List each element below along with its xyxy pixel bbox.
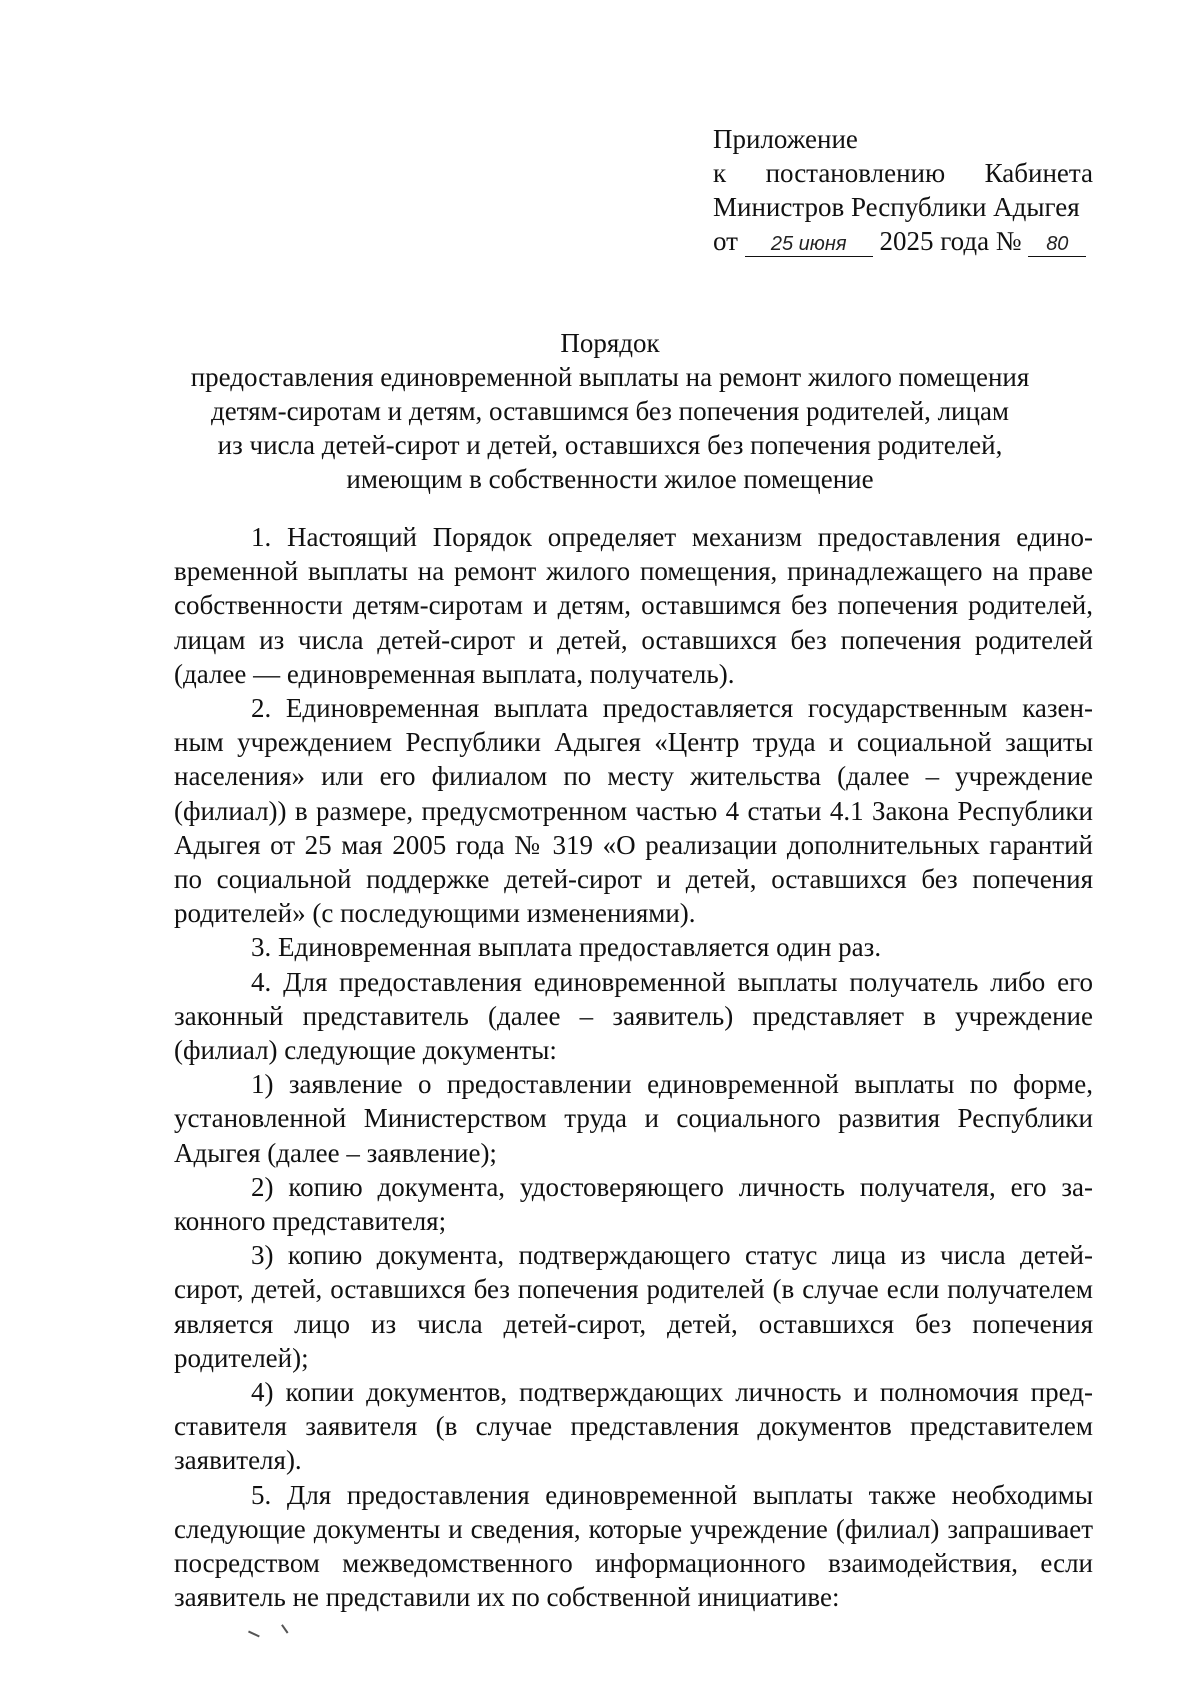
appendix-resolution-line <box>713 156 1093 190</box>
paragraph: 2) копию документа, удостоверяющего личность получателя, его законного представителя; <box>174 1171 1093 1237</box>
appendix-date-line <box>713 224 1093 258</box>
paragraph: 5. Для предоставления единовременной выплаты также необходимы следующие документы и сведения, которые учреждение (филиал) запрашивает посредством межведомственного информационного взаимодействия, если заявитель не представили их по собственной инициативе: <box>174 1479 1093 1613</box>
document-title <box>160 326 1060 496</box>
title-line: предоставления единовременной выплаты на ремонт жилого помещения <box>190 362 1030 392</box>
title-line: детям-сиротам и детям, оставшимся без попечения родителей, лицам <box>210 396 1010 426</box>
paragraph: 4) копии документов, подтверждающих личность и полномочия представителя заявителя (в случае представления документов представителем заявителя). <box>174 1377 1093 1476</box>
appendix-to-word: к <box>713 158 727 188</box>
appendix-header <box>713 122 1093 258</box>
scan-mark <box>248 1631 260 1637</box>
paragraph: 1. Настоящий Порядок определяет механизм предоставления единовременной выплаты на ремонт жилого помещения, принадлежащего на праве собственности детям-сиротам и детям, оставшимся без попечения родителей, лицам из числа детей-сирот и детей, оставшихся без попечения родителей (далее — единовременная выплата, получатель). <box>174 522 1093 689</box>
appendix-ministers-line: Министров Республики Адыгея <box>713 192 1080 222</box>
appendix-cabinet-word: Кабинета <box>984 158 1093 188</box>
title-line: имеющим в собственности жилое помещение <box>346 464 874 494</box>
handwritten-date: 25 июня <box>745 232 873 257</box>
appendix-label: Приложение <box>713 124 858 154</box>
paragraph: 3) копию документа, подтверждающего статус лица из числа детей-сирот, детей, оставшихся без попечения родителей (в случае если получателем является лицо из числа детей-сирот, детей, оставшихся без попечения родителей); <box>174 1240 1093 1373</box>
paragraph: 4. Для предоставления единовременной выплаты получатель либо его законный представитель (далее – заявитель) представляет в учреждение (филиал) следующие документы: <box>174 966 1093 1066</box>
document-body <box>174 520 1093 1615</box>
title-heading: Порядок <box>560 328 660 358</box>
handwritten-number: 80 <box>1028 232 1086 257</box>
appendix-resolution-word: постановлению <box>765 158 946 188</box>
title-line: из числа детей-сирот и детей, оставшихся без попечения родителей, <box>217 430 1003 460</box>
paragraph: 2. Единовременная выплата предоставляется государственным казенным учреждением Республики Адыгея «Центр труда и социальной защиты населения» или его филиалом по месту жительства (далее – учреждение (филиал)) в размере, предусмотренном частью 4 статьи 4.1 Закона Республики Адыгея от 25 мая 2005 года № 319 «О реализации дополнительных гарантий по социальной поддержке детей-сирот и детей, оставшихся без попечения родителей» (с последующими изменениями). <box>174 693 1093 929</box>
paragraph: 1) заявление о предоставлении единовременной выплаты по форме, установленной Министерством труда и социального развития Республики Адыгея (далее – заявление); <box>174 1069 1093 1168</box>
scan-mark <box>282 1624 289 1633</box>
paragraph: 3. Единовременная выплата предоставляется один раз. <box>251 932 882 963</box>
appendix-from-label: от <box>713 226 738 256</box>
appendix-year-text: 2025 года № <box>879 226 1022 256</box>
